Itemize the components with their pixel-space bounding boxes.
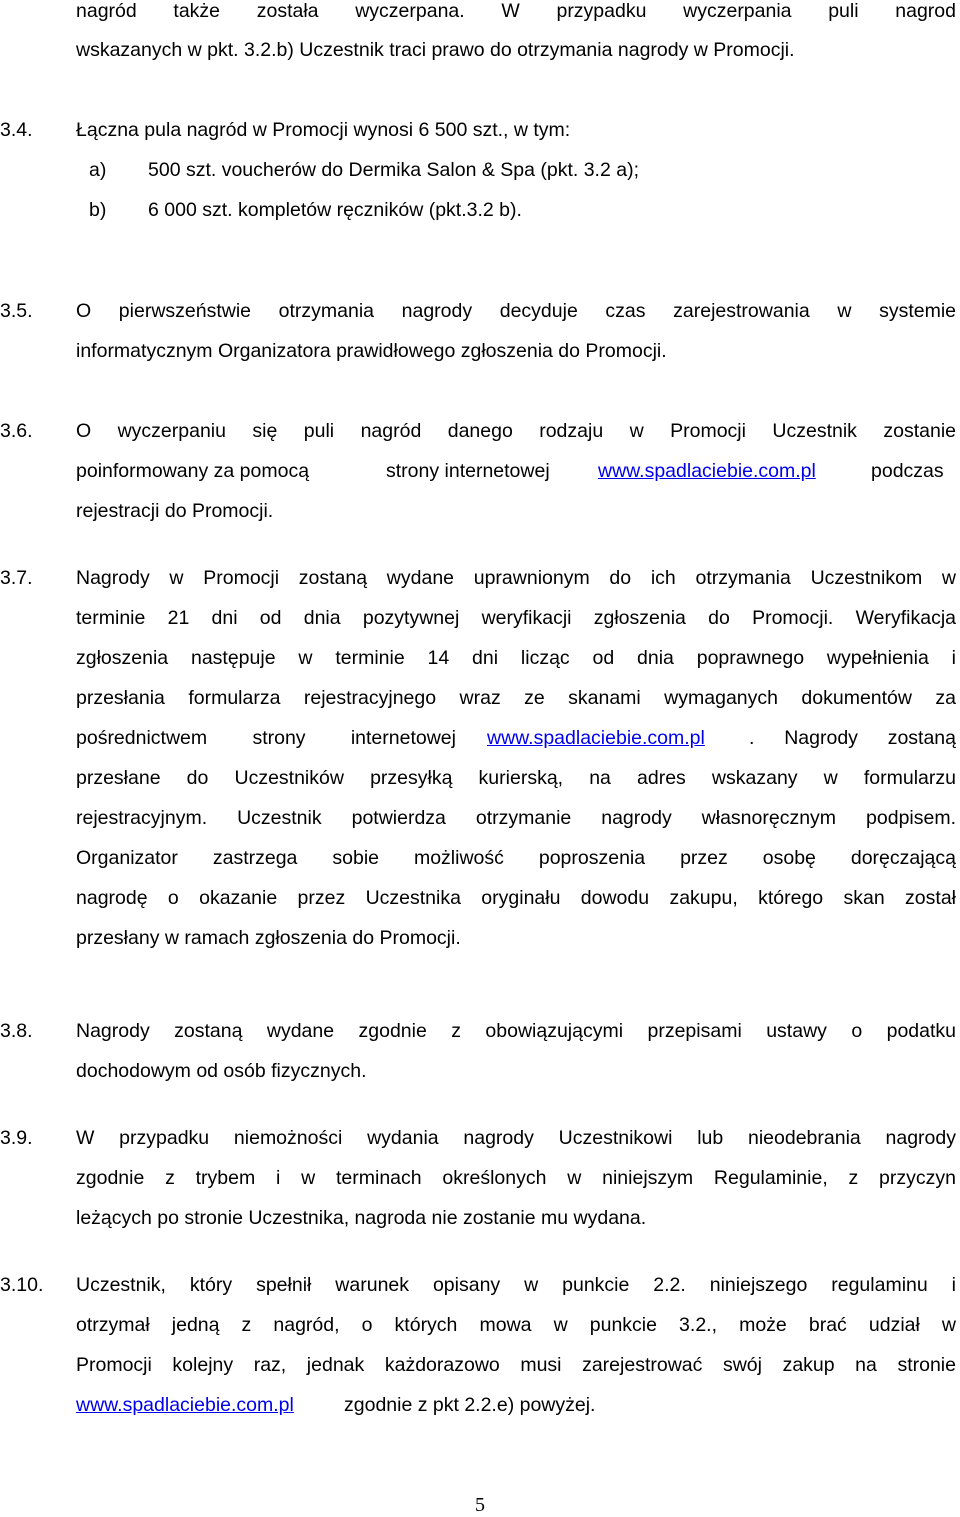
section-number: 3.5. (0, 300, 33, 322)
website-link[interactable]: www.spadlaciebie.com.pl (598, 460, 816, 482)
list-item: 6 000 szt. kompletów ręczników (pkt.3.2 b). (148, 199, 522, 221)
text-line: O pierwszeństwie otrzymania nagrody decyduje czas zarejestrowania w systemie (76, 300, 956, 322)
text-line: . Nagrody zostaną (749, 727, 956, 749)
text-line: Łączna pula nagród w Promocji wynosi 6 500 szt., w tym: (76, 119, 571, 141)
website-link[interactable]: www.spadlaciebie.com.pl (76, 1394, 294, 1416)
text-line: Uczestnik, który spełnił warunek opisany w punkcie 2.2. niniejszego regulaminu i (76, 1274, 956, 1296)
text-line: pośrednictwem strony internetowej (76, 727, 456, 749)
text-line: Nagrody w Promocji zostaną wydane uprawnionym do ich otrzymania Uczestnikom w (76, 567, 956, 589)
text-line: dochodowym od osób fizycznych. (76, 1060, 367, 1082)
text-line: strony internetowej (386, 460, 550, 482)
text-line: Promocji kolejny raz, jednak każdorazowo musi zarejestrować swój zakup na stronie (76, 1354, 956, 1376)
text-line: przesłania formularza rejestracyjnego wraz ze skanami wymaganych dokumentów za (76, 687, 956, 709)
text-line: terminie 21 dni od dnia pozytywnej weryfikacji zgłoszenia do Promocji. Weryfikacja (76, 607, 956, 629)
text-line: nagrodę o okazanie przez Uczestnika oryginału dowodu zakupu, którego skan został (76, 887, 956, 909)
text-line: zgłoszenia następuje w terminie 14 dni licząc od dnia poprawnego wypełnienia i (76, 647, 956, 669)
text-line: wskazanych w pkt. 3.2.b) Uczestnik traci prawo do otrzymania nagrody w Promocji. (76, 39, 795, 61)
section-number: 3.6. (0, 420, 33, 442)
text-line: W przypadku niemożności wydania nagrody Uczestnikowi lub nieodebrania nagrody (76, 1127, 956, 1149)
section-number: 3.4. (0, 119, 33, 141)
text-line: O wyczerpaniu się puli nagród danego rodzaju w Promocji Uczestnik zostanie (76, 420, 956, 442)
text-line: rejestracji do Promocji. (76, 500, 274, 522)
section-number: 3.9. (0, 1127, 33, 1149)
section-number: 3.7. (0, 567, 33, 589)
text-line: leżących po stronie Uczestnika, nagroda nie zostanie mu wydana. (76, 1207, 647, 1229)
list-label: a) (89, 159, 107, 181)
text-line: nagród także została wyczerpana. W przypadku wyczerpania puli nagrod (76, 0, 956, 22)
list-item: 500 szt. voucherów do Dermika Salon & Spa (pkt. 3.2 a); (148, 159, 639, 181)
text-line: przesłane do Uczestników przesyłką kurierską, na adres wskazany w formularzu (76, 767, 956, 789)
text-line: Organizator zastrzega sobie możliwość poproszenia przez osobę doręczającą (76, 847, 956, 869)
text-line: podczas (871, 460, 944, 482)
list-label: b) (89, 199, 107, 221)
section-number: 3.8. (0, 1020, 33, 1042)
text-line: zgodnie z pkt 2.2.e) powyżej. (344, 1394, 596, 1416)
section-number: 3.10. (0, 1274, 44, 1296)
text-line: przesłany w ramach zgłoszenia do Promocji. (76, 927, 461, 949)
website-link[interactable]: www.spadlaciebie.com.pl (487, 727, 705, 749)
page-number: 5 (475, 1494, 485, 1516)
text-line: rejestracyjnym. Uczestnik potwierdza otrzymanie nagrody własnoręcznym podpisem. (76, 807, 956, 829)
text-line: zgodnie z trybem i w terminach określonych w niniejszym Regulaminie, z przyczyn (76, 1167, 956, 1189)
text-line: poinformowany za pomocą (76, 460, 310, 482)
text-line: Nagrody zostaną wydane zgodnie z obowiązującymi przepisami ustawy o podatku (76, 1020, 956, 1042)
text-line: informatycznym Organizatora prawidłowego zgłoszenia do Promocji. (76, 340, 667, 362)
text-line: otrzymał jedną z nagród, o których mowa w punkcie 3.2., może brać udział w (76, 1314, 956, 1336)
